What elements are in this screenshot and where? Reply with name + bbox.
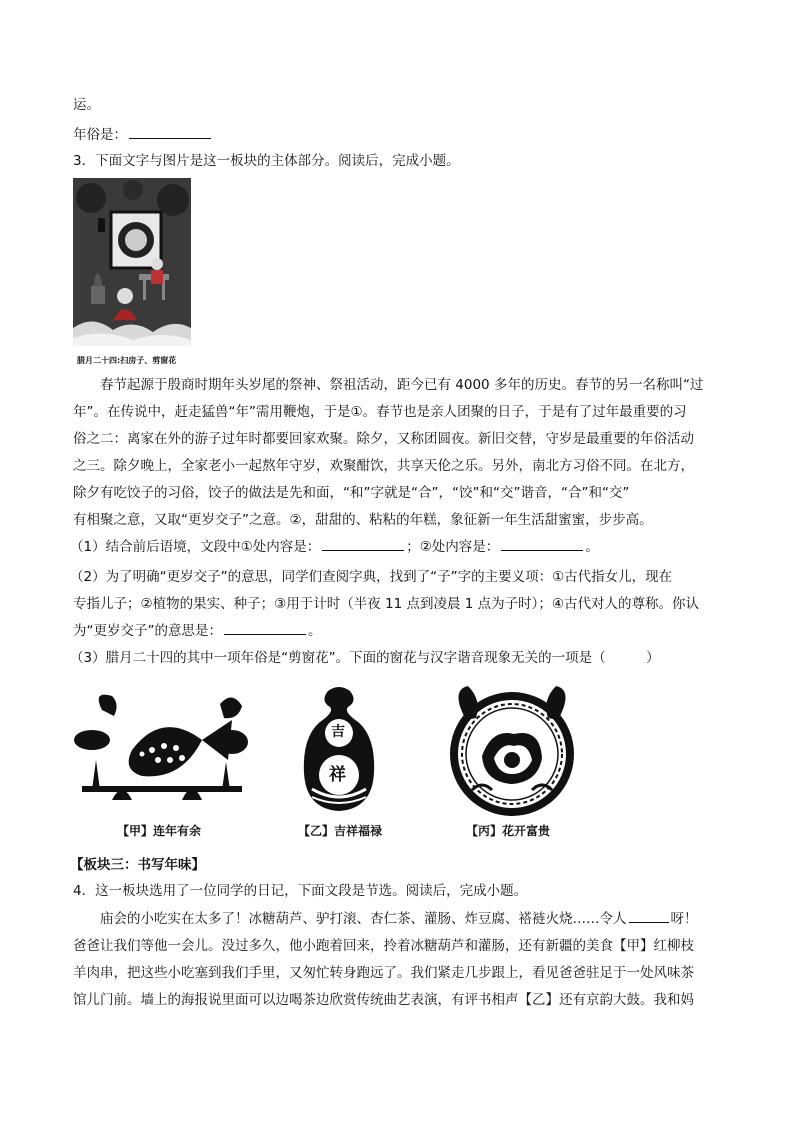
question-3-intro: 3．下面文字与图片是这一板块的主体部分。阅读后，完成小题。 bbox=[73, 153, 460, 169]
sub-question-2-line-1: （2）为了明确“更岁交子”的意思，同学们查阅字典，找到了“子”字的主要义项：①古代指女儿，现在 bbox=[70, 569, 673, 585]
question-4-intro: 4．这一板块选用了一位同学的日记，下面文段是节选。阅读后，完成小题。 bbox=[73, 883, 528, 899]
q2-text-d: 。 bbox=[308, 623, 322, 639]
papercut-yi-image bbox=[298, 685, 380, 813]
para-line-6: 有相聚之意，又取“更岁交子”之意。②，甜甜的、粘粘的年糕，象征新一年生活甜蜜蜜，步步高。 bbox=[73, 512, 653, 528]
q1-text-c: 。 bbox=[585, 539, 599, 555]
sub-question-1 bbox=[70, 538, 599, 556]
diary-text-a: 庙会的小吃实在太多了！冰糖葫芦、驴打滚、杏仁茶、灌肠、炸豆腐、褡裢火烧……令人 bbox=[100, 911, 627, 927]
para-line-2: 年”。在传说中，赶走猛兽“年”需用鞭炮，于是①。春节也是亲人团聚的日子，于是有了过年最重要的习 bbox=[73, 404, 687, 420]
q2-text-c: 为“更岁交子”的意思是： bbox=[73, 623, 222, 639]
photo-caption: 腊月二十四:扫房子、剪窗花 bbox=[77, 356, 177, 365]
diary-text-b: 呀！ bbox=[670, 911, 698, 927]
diary-line-4: 馆儿门前。墙上的海报说里面可以边喝茶边欣赏传统曲艺表演，有评书相声【乙】还有京韵大鼓。我和妈 bbox=[73, 992, 694, 1008]
diary-line-2: 爸爸让我们等他一会儿。没过多久，他小跑着回来，拎着冰糖葫芦和灌肠，还有新疆的美食【甲】红柳枝 bbox=[73, 938, 694, 954]
gourd-char-1: 吉 bbox=[331, 724, 345, 740]
section-3-title: 【板块三：书写年味】 bbox=[70, 857, 205, 873]
line-nian-su bbox=[73, 126, 213, 144]
diary-line-1 bbox=[100, 910, 698, 928]
papercut-yi-label: 【乙】吉祥福禄 bbox=[298, 824, 383, 838]
q1-text-b: ；②处内容是： bbox=[406, 539, 500, 555]
para-line-3: 俗之二：离家在外的游子过年时都要回家欢聚。除夕，又称团圆夜。新旧交替，守岁是最重要的年俗活动 bbox=[73, 431, 694, 447]
line-0: 运。 bbox=[73, 97, 100, 113]
answer-blank-3[interactable] bbox=[224, 622, 306, 635]
answer-blank-1[interactable] bbox=[322, 538, 404, 551]
para-line-1: 春节起源于殷商时期年头岁尾的祭神、祭祖活动，距今已有 4000 多年的历史。春节的另一名称叫“过 bbox=[100, 377, 704, 393]
para-line-5: 除夕有吃饺子的习俗，饺子的做法是先和面，“和”字就是“合”，“饺”和“交”谐音，“合”和“交” bbox=[73, 485, 630, 501]
sub-question-2-line-2: 专指儿子；②植物的果实、种子；③用于计时（半夜 11 点到凌晨 1 点为子时）；④古代对人的尊称。你认 bbox=[73, 596, 699, 612]
q1-text-a: （1）结合前后语境，文段中①处内容是： bbox=[70, 539, 321, 555]
papercut-bing-image bbox=[442, 680, 582, 820]
spring-festival-photo bbox=[73, 178, 191, 346]
nian-su-label: 年俗是： bbox=[73, 127, 127, 143]
answer-blank-2[interactable] bbox=[501, 538, 583, 551]
papercut-jia-image bbox=[72, 690, 250, 810]
para-line-4: 之三。除夕晚上，全家老小一起熬年守岁，欢聚酣饮，共享天伦之乐。另外，南北方习俗不同。在北方， bbox=[73, 458, 694, 474]
gourd-char-2: 祥 bbox=[329, 765, 346, 785]
sub-question-2-line-3 bbox=[73, 622, 322, 640]
papercut-jia-label: 【甲】连年有余 bbox=[117, 824, 202, 838]
papercut-bing-label: 【丙】花开富贵 bbox=[466, 824, 551, 838]
answer-blank-4[interactable] bbox=[629, 910, 669, 923]
diary-line-3: 羊肉串，把这些小吃塞到我们手里，又匆忙转身跑远了。我们紧走几步跟上，看见爸爸驻足于一处风味茶 bbox=[73, 965, 694, 981]
answer-blank-nian-su[interactable] bbox=[129, 126, 211, 139]
sub-question-3: （3）腊月二十四的其中一项年俗是“剪窗花”。下面的窗花与汉字谐音现象无关的一项是（ ） bbox=[70, 650, 660, 666]
